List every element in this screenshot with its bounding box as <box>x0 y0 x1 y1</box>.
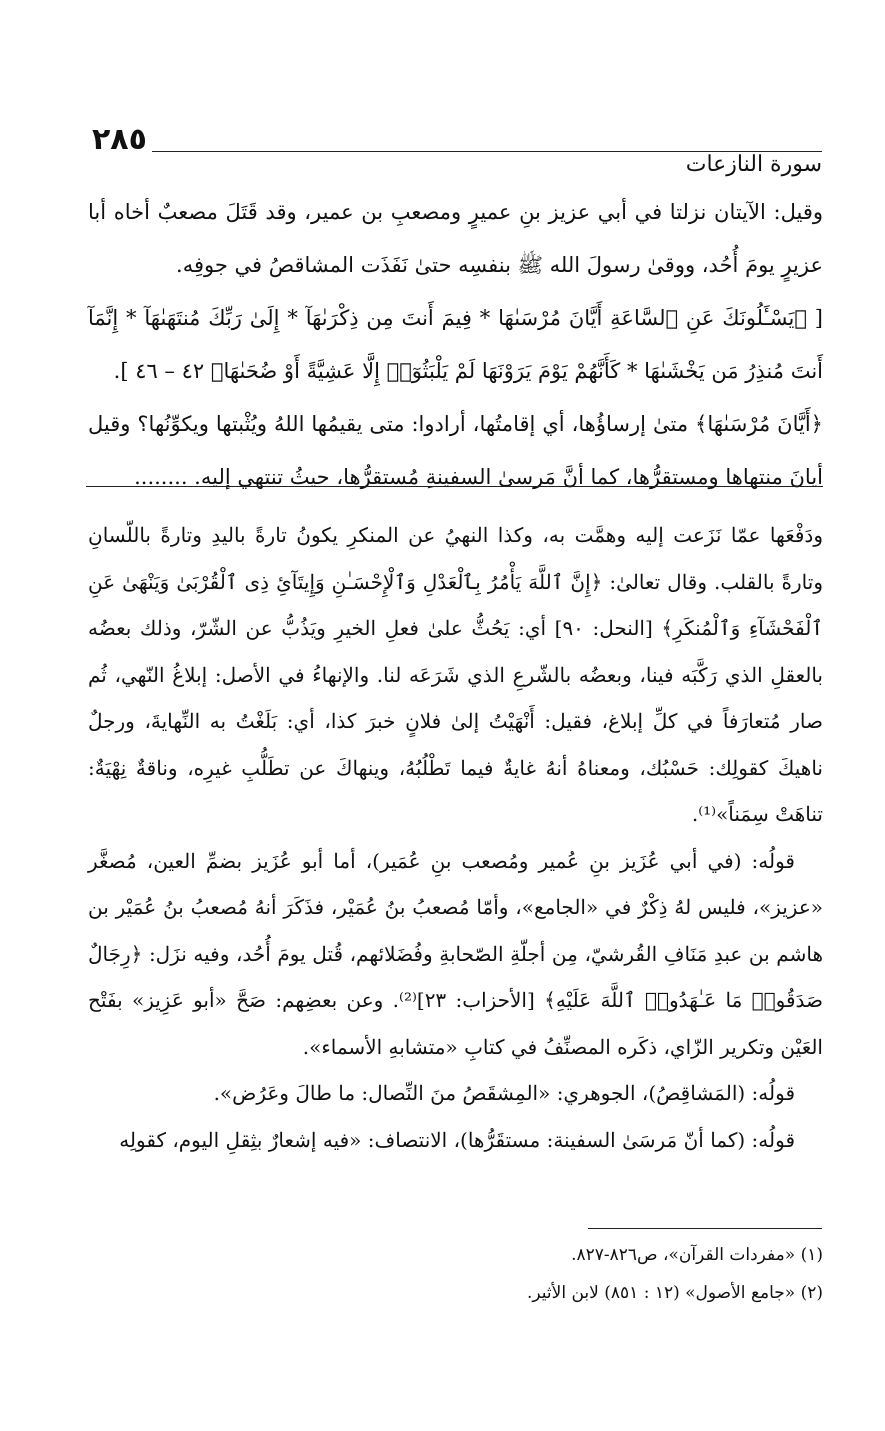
footnote-2: (٢) «جامع الأصول» (١٢ : ٨٥١) لابن الأثير. <box>527 1283 823 1303</box>
main-paragraph-2: ﴿أَيَّانَ مُرْسَىٰهَا﴾ متىٰ إرساؤُها، أي إقامتُها، أرادوا: متى يقيمُها اللهُ ويُثْبتها ويكوِّنُها؟ وقيل أيانَ منتهاها ومستقرُّها، كما أنَّ مَرسىٰ السفينةِ مُستقرُّها، حيثُ تنتهي إليه. ........ <box>88 412 823 489</box>
footnotes <box>88 1236 823 1312</box>
main-text <box>88 186 823 504</box>
quran-verses: [ ﴿يَسْـَٔلُونَكَ عَنِ ٱلسَّاعَةِ أَيَّانَ مُرْسَىٰهَا * فِيمَ أَنتَ مِن ذِكْرَىٰهَآ * إِلَىٰ رَبِّكَ مُنتَهَىٰهَآ * إِنَّمَآ أَنتَ مُنذِرُ مَن يَخْشَىٰهَا * كَأَنَّهُمْ يَوْمَ يَرَوْنَهَا لَمْ يَلْبَثُوٓا۟ إِلَّا عَشِيَّةً أَوْ ضُحَىٰهَا﴾ ٤٢ – ٤٦ ]. <box>88 306 823 383</box>
main-paragraph-1: وقيل: الآيتان نزلتا في أبي عزيز بنِ عميرٍ ومصعبِ بن عمير، وقد قَتَلَ مصعبٌ أخاه أبا عزيرٍ يومَ أُحُد، ووقىٰ رسولَ الله ﷺ بنفسِه حتىٰ نَفَذَت المشاقصُ في جوفِه. <box>88 200 823 277</box>
footnote-divider <box>588 1228 822 1229</box>
commentary-paragraph-2: قولُه: (في أبي عُزَيز بنِ عُمير ومُصعب بنِ عُمَير)، أما أبو عُزَيز بضمِّ العين، مُصغَّر «عزيز»، فليس لهُ ذِكْرٌ في «الجامع»، وأمّا مُصعبُ بنُ عُمَيْر، فذَكَرَ أنهُ مُصعبُ بنُ عُمَيْر بن هاشم بن عبدِ مَنَافِ القُرشيّ، مِن أجلّةِ الصّحابةِ وفُضَلائهم، قُتل يومَ أُحُد، وفيه نزَل: ﴿رِجَالٌ صَدَقُوا۟ مَا عَـٰهَدُوا۟ ٱللَّهَ عَلَيْهِ﴾ [الأحزاب: ٢٣]⁽²⁾. وعن بعضِهم: صَحَّ «أبو عَزِيز» بفَتْح العَيْن وتكرير الزّاي، ذكَره المصنِّفُ في كتابِ «متشابهِ الأسماء». <box>88 848 823 1059</box>
commentary-paragraph-4: قولُه: (كما أنّ مَرسَىٰ السفينة: مستقَرُّها)، الانتصاف: «فيه إشعارٌ بثِقلِ اليوم، كقولِه <box>119 1127 795 1152</box>
page-number: ٢٨٥ <box>92 122 147 157</box>
commentary-paragraph-1: ودَفْعَها عمّا نَزَعت إليه وهمَّت به، وكذا النهيُ عن المنكرِ يكونُ تارةً باليدِ وتارةً باللّسانِ وتارةً بالقلب. وقال تعالىٰ: ﴿إِنَّ ٱللَّهَ يَأْمُرُ بِٱلْعَدْلِ وَٱلْإِحْسَـٰنِ وَإِيتَآئِ ذِى ٱلْقُرْبَىٰ وَيَنْهَىٰ عَنِ ٱلْفَحْشَآءِ وَٱلْمُنكَرِ﴾ [النحل: ٩٠] أي: يَحُثُّ علىٰ فعلِ الخيرِ ويَذُبُّ عن الشّرّ، وذلك بعضُه بالعقلِ الذي رَكَّبَه فينا، وبعضُه بالشّرعِ الذي شَرَعَه لنا. والإنهاءُ في الأصل: إبلاغُ النّهي، ثُم صار مُتعارَفاً في كلِّ إبلاغ، فقيل: أَنْهَيْتُ إلىٰ فلانٍ خبرَ كذا، أي: بَلَغْتُ به النِّهايةَ، ورجلٌ ناهيكَ كقولِك: حَسْبُك، ومعناهُ أنهُ غايةٌ فيما تَطْلُبُهُ، وينهاكَ عن تطَلُّبِ غيرِه، وناقةٌ نِهْيَةٌ: تناهَتْ سِمَناً»⁽¹⁾. <box>88 523 824 826</box>
main-commentary-divider <box>86 486 823 487</box>
footnote-1: (١) «مفردات القرآن»، ص٨٢٦-٨٢٧. <box>571 1245 823 1265</box>
surah-title: سورة النازعات <box>678 152 822 177</box>
commentary <box>88 512 823 1163</box>
page-header <box>92 118 822 180</box>
commentary-paragraph-3: قولُه: (المَشاقِصُ)، الجوهري: «المِشقَصُ منَ النِّصال: ما طالَ وعَرُض». <box>213 1081 795 1105</box>
